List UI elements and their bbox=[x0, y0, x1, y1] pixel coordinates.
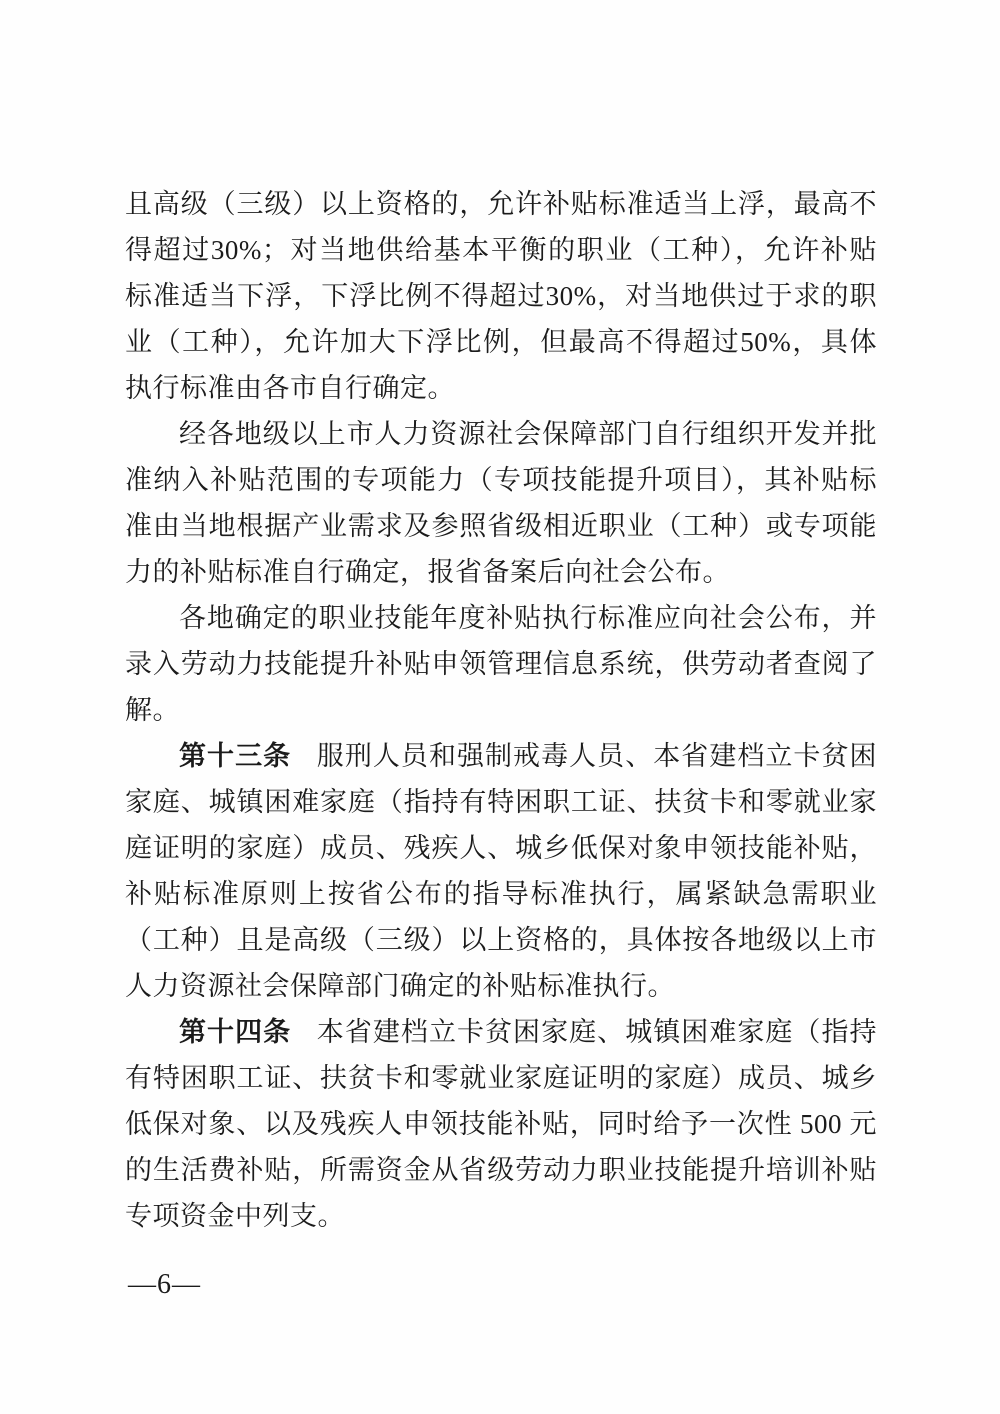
paragraph-publish-standards bbox=[125, 595, 877, 733]
article-14-text: 本省建档立卡贫困家庭、城镇困难家庭（指持有特困职工证、扶贫卡和零就业家庭证明的家庭）成员、城乡低保对象、以及残疾人申领技能补贴，同时给予一次性 500 元的生活费补贴，所需资金从省级劳动力职业技能提升培训补贴专项资金中列支。 bbox=[125, 1017, 878, 1231]
paragraph-special-ability-text: 经各地级以上市人力资源社会保障部门自行组织开发并批准纳入补贴范围的专项能力（专项技能提升项目），其补贴标准由当地根据产业需求及参照省级相近职业（工种）或专项能力的补贴标准自行确定，报省备案后向社会公布。 bbox=[125, 419, 877, 587]
paragraph-article-14 bbox=[125, 1009, 877, 1239]
paragraph-publish-standards-text: 各地确定的职业技能年度补贴执行标准应向社会公布，并录入劳动力技能提升补贴申领管理信息系统，供劳动者查阅了解。 bbox=[125, 603, 877, 725]
paragraph-continuation-text: 且高级（三级）以上资格的，允许补贴标准适当上浮，最高不得超过30%；对当地供给基本平衡的职业（工种），允许补贴标准适当下浮，下浮比例不得超过30%，对当地供过于求的职业（工种），允许加大下浮比例，但最高不得超过50%，具体执行标准由各市自行确定。 bbox=[125, 189, 877, 403]
paragraph-special-ability bbox=[125, 411, 877, 595]
page-number: —6— bbox=[128, 1269, 201, 1300]
article-13-label: 第十三条 bbox=[179, 741, 292, 771]
paragraph-article-13 bbox=[125, 733, 877, 1009]
article-13-text: 服刑人员和强制戒毒人员、本省建档立卡贫困家庭、城镇困难家庭（指持有特困职工证、扶贫卡和零就业家庭证明的家庭）成员、残疾人、城乡低保对象申领技能补贴，补贴标准原则上按省公布的指导标准执行，属紧缺急需职业（工种）且是高级（三级）以上资格的，具体按各地级以上市人力资源社会保障部门确定的补贴标准执行。 bbox=[125, 741, 878, 1001]
article-14-label: 第十四条 bbox=[179, 1017, 292, 1047]
document-body bbox=[125, 181, 877, 1239]
paragraph-continuation bbox=[125, 181, 877, 411]
